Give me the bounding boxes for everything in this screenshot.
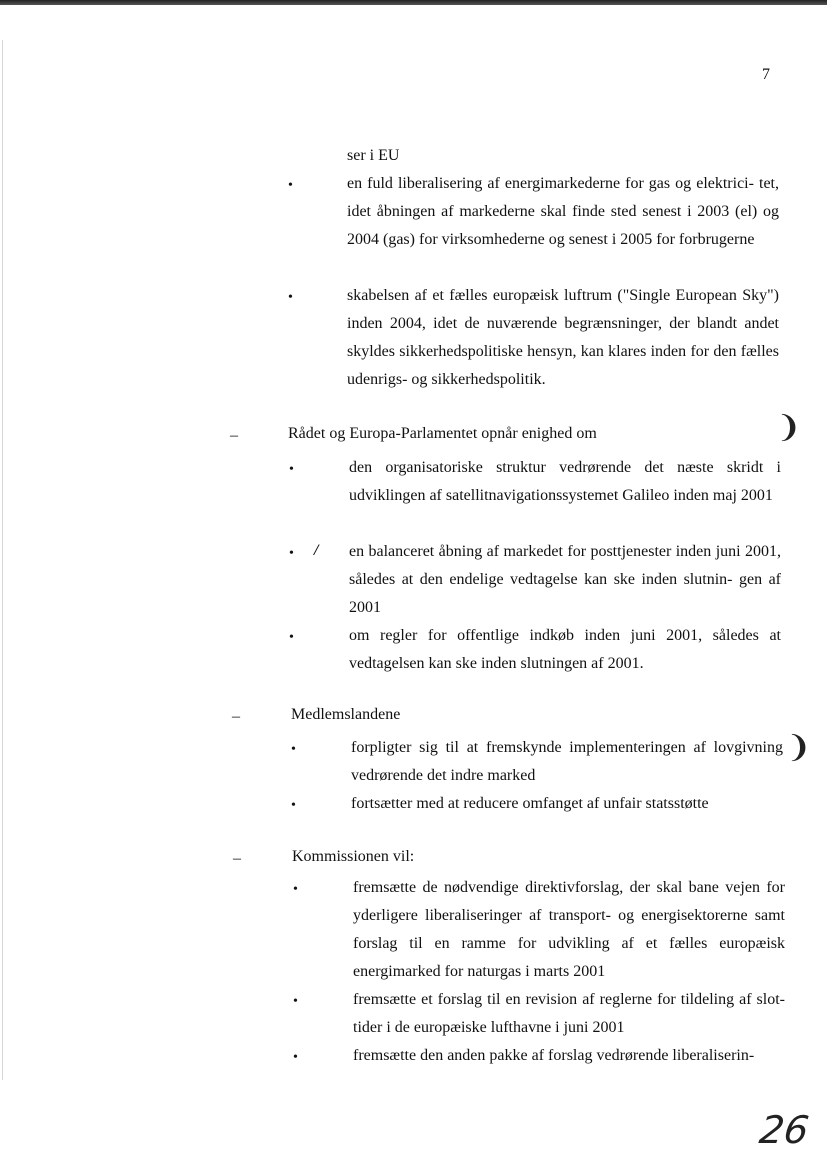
section-heading-member-states: Medlemslandene (291, 706, 401, 723)
bullet-marker: • (288, 290, 293, 305)
page-number: 7 (762, 66, 770, 83)
list-item-postal: en balanceret åbning af markedet for posttjenester inden juni 2001, således at den endelige vedtagelse kan ske inden slutnin- gen af 2001 (349, 543, 781, 616)
bullet-marker: • (289, 546, 294, 561)
handwritten-page-number: 26 (756, 1108, 812, 1152)
list-item-directives: fremsætte de nødvendige direktivforslag, der skal bane vejen for yderligere liberaliseringer af transport- og energisektorerne samt forslag til en ramme for udvikling af et fælles europæisk energimarked for naturgas i marts 2001 (353, 879, 785, 980)
list-item-legislation: forpligter sig til at fremskynde implementeringen af lovgivning vedrørende det indre marked (351, 739, 783, 784)
scan-left-edge (2, 40, 3, 1080)
list-item-galileo: den organisatoriske struktur vedrørende det næste skridt i udviklingen af satellitnavigationssystemet Galileo inden maj 2001 (349, 459, 781, 504)
bullet-marker: • (293, 1050, 298, 1065)
list-item-slot-times: fremsætte et forslag til en revision af reglerne for tildeling af slot-tider i de europæiske lufthavne i juni 2001 (353, 991, 785, 1036)
scan-mark-shape: ❩ (776, 410, 802, 445)
list-item-energy: en fuld liberalisering af energimarkederne for gas og elektrici- tet, idet åbningen af markederne skal finde sted senest i 2003 (el) og 2004 (gas) for virksomhederne og senest i 2005 for forbrugerne (347, 175, 779, 248)
list-item-second-package: fremsætte den anden pakke af forslag vedrørende liberaliserin- (353, 1047, 755, 1064)
bullet-marker: • (289, 630, 294, 645)
section-dash: – (232, 708, 240, 725)
section-dash: – (233, 850, 241, 867)
bullet-marker: • (293, 882, 298, 897)
bullet-marker: • (291, 742, 296, 757)
list-item-airspace: skabelsen af et fælles europæisk luftrum ("Single European Sky") inden 2004, idet de nuværende begrænsninger, der blandt andet skyldes sikkerhedspolitiske hensyn, kan klares inden for den fælles udenrigs- og sikkerhedspolitik. (347, 287, 779, 388)
section-heading-council: Rådet og Europa-Parlamentet opnår enighed om (288, 425, 597, 442)
bullet-marker: • (289, 462, 294, 477)
continuation-text: ser i EU (347, 147, 400, 164)
bullet-marker: • (291, 798, 296, 813)
list-item-procurement: om regler for offentlige indkøb inden juni 2001, således at vedtagelsen kan ske inden slutningen af 2001. (349, 627, 781, 672)
bullet-marker: • (293, 994, 298, 1009)
scan-top-border (0, 0, 827, 5)
section-dash: – (230, 427, 238, 444)
scan-mark-shape: ❩ (786, 730, 812, 765)
bullet-marker: • (288, 178, 293, 193)
pen-tick-mark: / (314, 542, 319, 559)
section-heading-commission: Kommissionen vil: (292, 848, 415, 865)
list-item-state-aid: fortsætter med at reducere omfanget af unfair statsstøtte (351, 795, 709, 812)
